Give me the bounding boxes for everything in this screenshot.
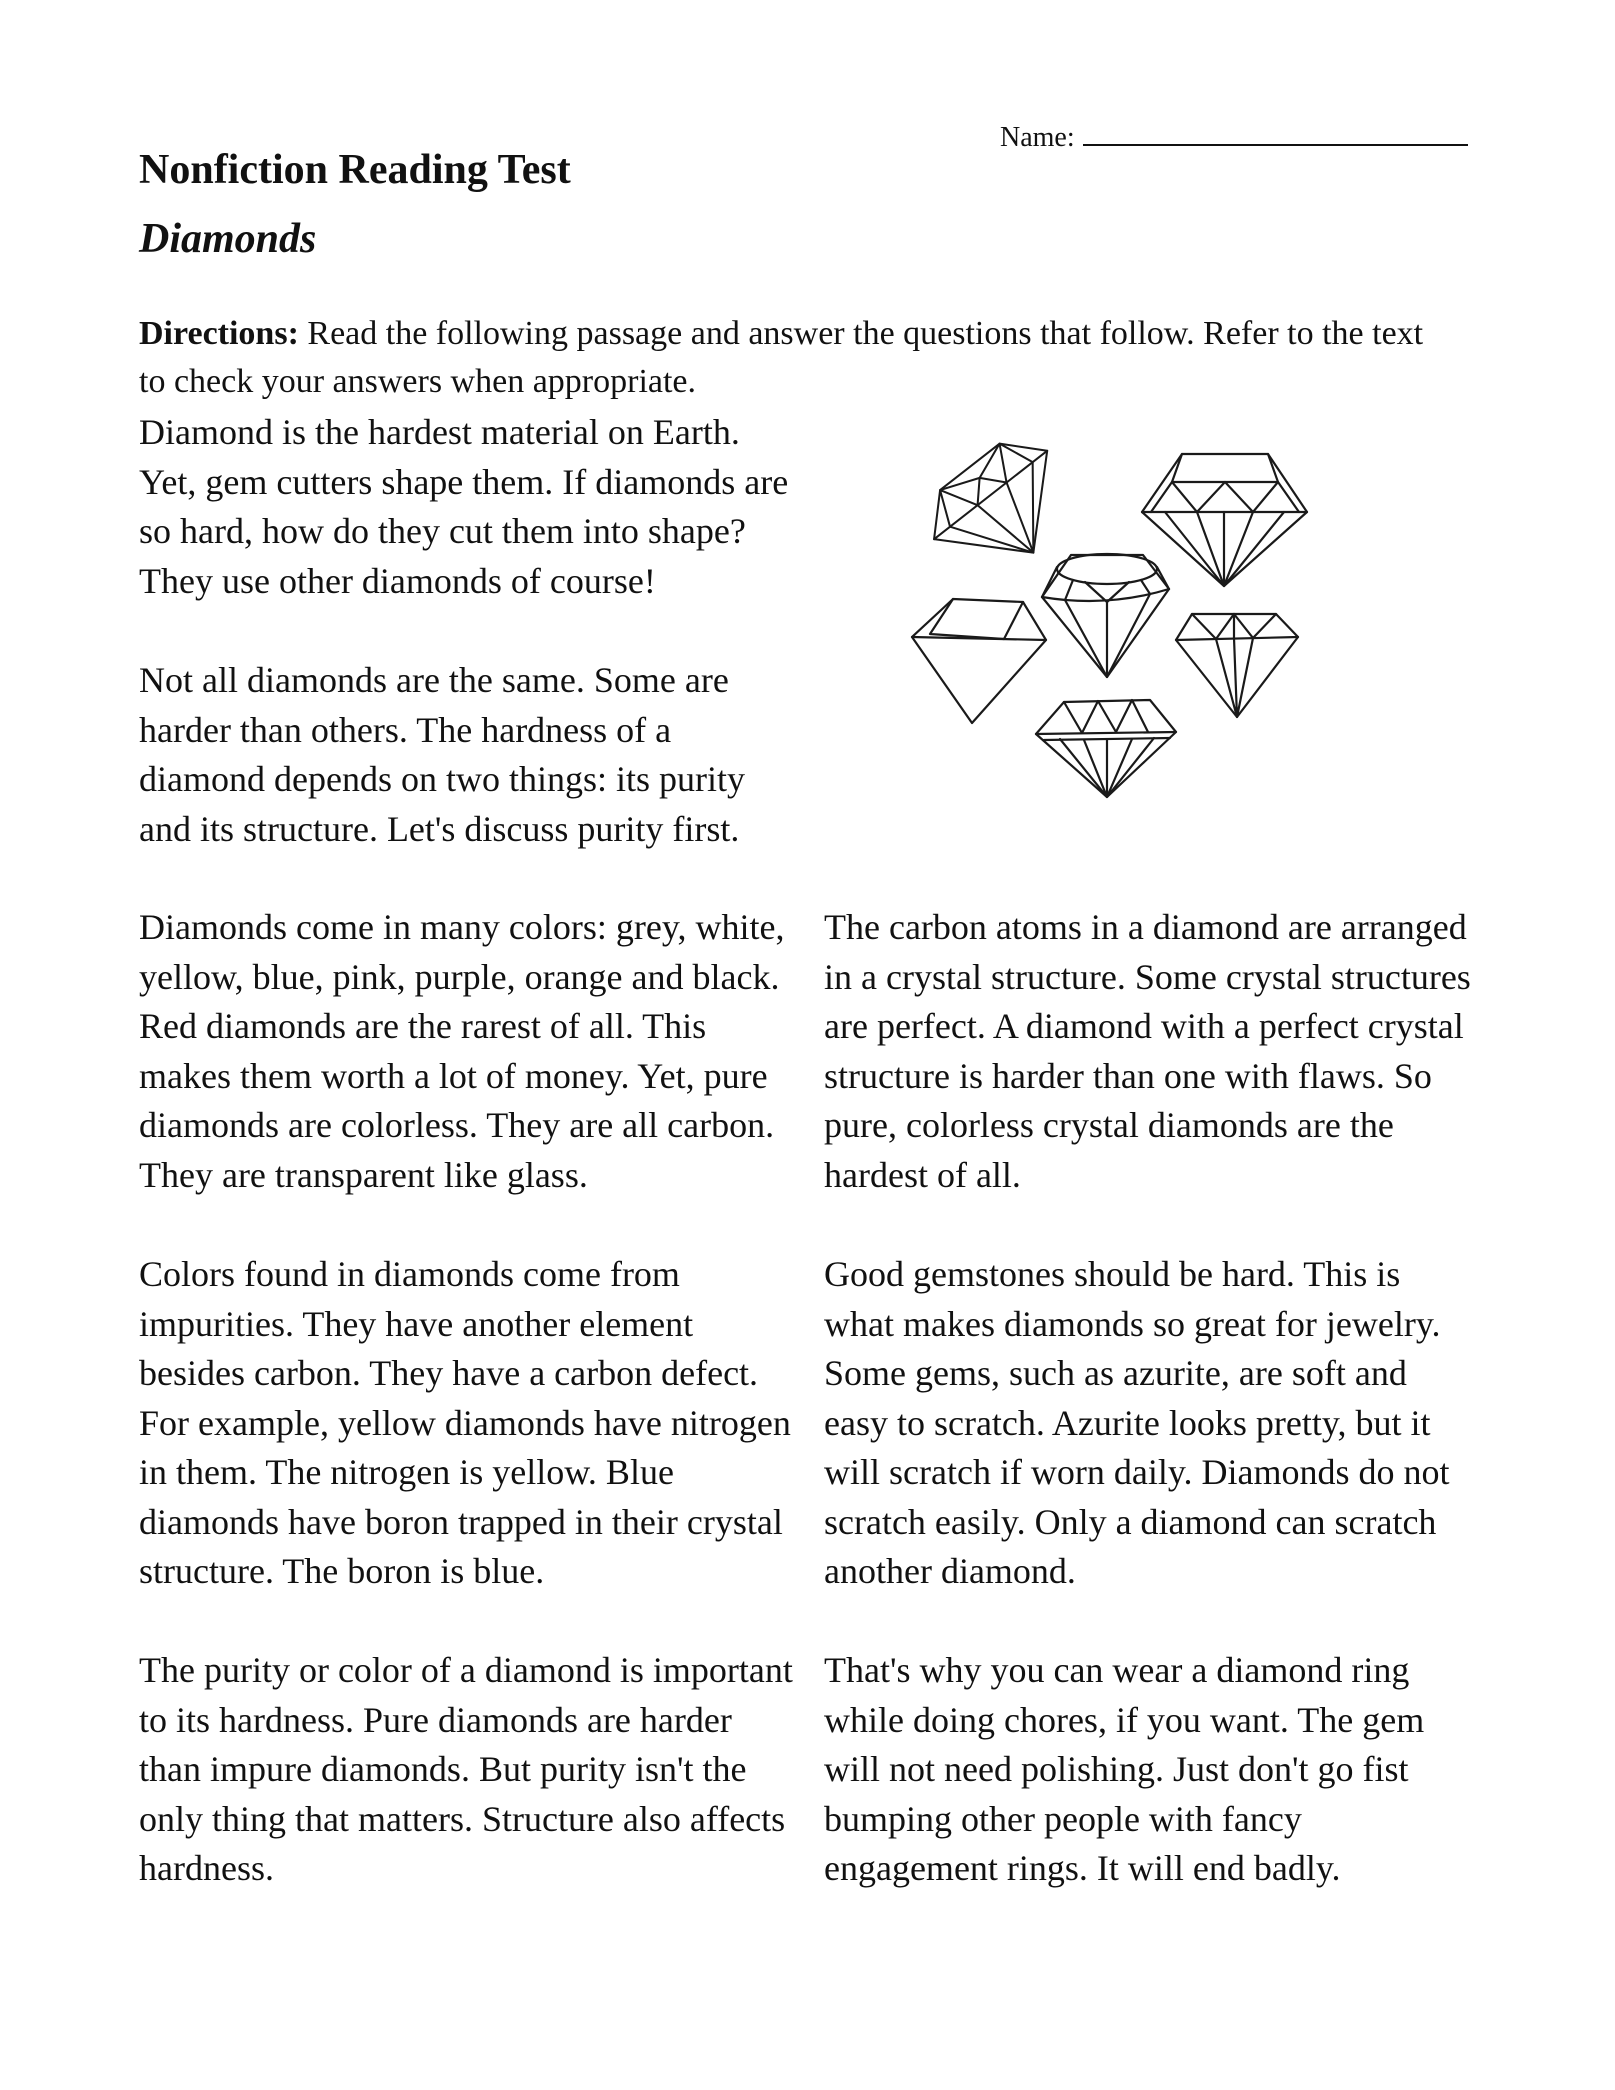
paragraph-left-5: The purity or color of a diamond is important to its hardness. Pure diamonds are harder than impure diamonds. But purity isn't the only thing that matters. Structure also affects hardness. (139, 1650, 793, 1888)
diamond-flat-top-icon (1176, 614, 1298, 717)
directions-text: Read the following passage and answer the questions that follow. Refer to the text to check your answers when appropriate. (139, 315, 1424, 400)
diamond-simple-outline-icon (912, 599, 1046, 723)
diamond-side-view-brilliant-icon (1142, 454, 1307, 586)
page-title: Nonfiction Reading Test (139, 147, 571, 193)
paragraph-right-3: That's why you can wear a diamond ring while doing chores, if you want. The gem will not need polishing. Just don't go fist bumping other people with fancy engagement rings. It will end badly. (824, 1650, 1425, 1888)
directions-label: Directions: (139, 315, 299, 352)
diamond-three-quarter-brilliant-icon (1042, 554, 1169, 677)
paragraph-left-4: Colors found in diamonds come from impurities. They have another element besides carbon. They have a carbon defect. For example, yellow diamonds have nitrogen in them. The nitrogen is yellow. Blue diamonds have boron trapped in their crystal structure. The boron is blue. (139, 1254, 791, 1591)
diamond-edge-view-brilliant-icon (1036, 700, 1176, 797)
diamond-tilted-brilliant-icon (913, 423, 1092, 595)
paragraph-left-1: Diamond is the hardest material on Earth. Yet, gem cutters shape them. If diamonds are so hard, how do they cut them into shape? They use other diamonds of course! (139, 412, 789, 601)
page-subtitle: Diamonds (139, 216, 317, 262)
paragraph-right-1: The carbon atoms in a diamond are arranged in a crystal structure. Some crystal structures are perfect. A diamond with a perfect crystal structure is harder than one with flaws. So pure, colorless crystal diamonds are the hardest of all. (824, 907, 1471, 1195)
name-label: Name: (1000, 122, 1075, 153)
paragraph-left-3: Diamonds come in many colors: grey, white, yellow, blue, pink, purple, orange and black. Red diamonds are the rarest of all. This makes them worth a lot of money. Yet, pure diamonds are colorless. They are all carbon. They are transparent like glass. (139, 907, 785, 1195)
diamonds-illustration (820, 390, 1420, 810)
paragraph-right-2: Good gemstones should be hard. This is what makes diamonds so great for jewelry. Some gems, such as azurite, are soft and easy to scratch. Azurite looks pretty, but it will scratch if worn daily. Diamonds do not scratch easily. Only a diamond can scratch another diamond. (824, 1254, 1450, 1591)
name-row (1000, 116, 1468, 154)
paragraph-left-2: Not all diamonds are the same. Some are harder than others. The hardness of a diamond depends on two things: its purity and its structure. Let's discuss purity first. (139, 660, 745, 849)
name-blank-line (1083, 116, 1468, 146)
